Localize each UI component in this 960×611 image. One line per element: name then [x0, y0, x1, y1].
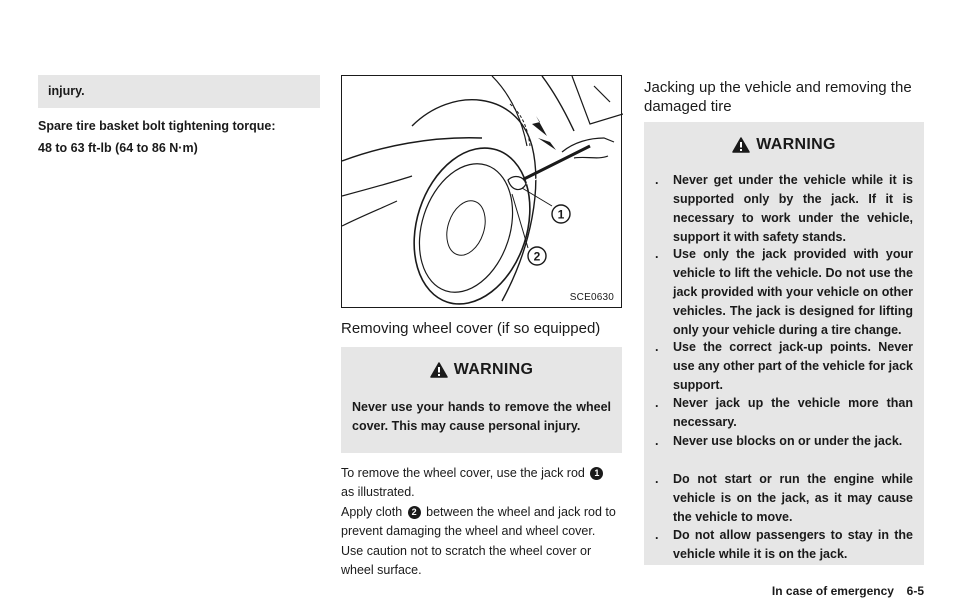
warning-bullet-text: Use the correct jack-up points. Never use any other part of the vehicle for jack support. [673, 340, 913, 392]
warning-bullet [655, 338, 913, 395]
paragraph-text: as illustrated. [341, 485, 415, 499]
paragraph-cloth [341, 503, 622, 541]
warning-bullet-text: Never get under the vehicle while it is supported only by the jack. If it is necessary to work under the vehicle, support it with safety stands. [673, 173, 913, 244]
warning-triangle-icon [732, 137, 750, 153]
bullet-marker: . [655, 472, 659, 486]
jacking-warning-box [644, 122, 924, 565]
warning-title: WARNING [453, 361, 534, 378]
torque-value: 48 to 63 ft-lb (64 to 86 N·m) [38, 141, 198, 155]
bullet-marker: . [655, 247, 659, 261]
callout-2-label: 2 [533, 249, 541, 264]
warning-bullet-text: Never use blocks on or under the jack. [673, 434, 903, 448]
warning-bullet-text: Use only the jack provided with your vehicle to lift the vehicle. Do not use the jack provided with your vehicle on other vehicles. The jack is designed for lifting only your vehicle during a tire change. [673, 247, 913, 337]
jacking-heading-line1: Jacking up the vehicle and removing the [644, 79, 912, 96]
jacking-heading-line2: damaged tire [644, 98, 732, 115]
footer-section-title: In case of emergency [771, 584, 894, 598]
paragraph-text: between the wheel and jack rod to prevent damaging the wheel and wheel cover. [341, 505, 616, 538]
callout-1-label: 1 [557, 207, 565, 222]
wheel-cover-heading: Removing wheel cover (if so equipped) [341, 320, 601, 337]
bullet-marker: . [655, 528, 659, 542]
warning-bullet [655, 245, 913, 340]
warning-title: WARNING [756, 136, 836, 153]
torque-label: Spare tire basket bolt tightening torque: [38, 119, 276, 133]
page-footer [772, 584, 924, 598]
bullet-marker: . [655, 173, 659, 187]
wheel-cover-warning-box [341, 347, 622, 453]
bullet-marker: . [655, 396, 659, 410]
warning-bullet-text: Do not start or run the engine while vehicle is on the jack, as it may cause the vehicle to move. [673, 472, 913, 524]
callout-ref-2: 2 [408, 506, 421, 519]
warning-bullet [655, 171, 913, 247]
warning-continuation-text: injury. [48, 84, 85, 98]
paragraph-caution: Use caution not to scratch the wheel cover or wheel surface. [341, 544, 592, 577]
warning-bullet-text: Never jack up the vehicle more than necessary. [673, 396, 913, 429]
warning-header [341, 361, 622, 379]
wheel-cover-warning-text: Never use your hands to remove the wheel cover. This may cause personal injury. [352, 400, 611, 433]
bullet-marker: . [655, 340, 659, 354]
warning-bullet-text: Do not allow passengers to stay in the vehicle while it is on the jack. [673, 528, 913, 561]
warning-bullet [655, 432, 913, 451]
wheel-illustration-drawing [342, 76, 623, 309]
callout-ref-1: 1 [590, 467, 603, 480]
wheel-cover-illustration [341, 75, 622, 308]
warning-continuation-box [38, 75, 320, 108]
figure-code: SCE0630 [569, 292, 614, 303]
page-number: 6-5 [906, 584, 924, 598]
paragraph-jack-rod [341, 464, 622, 502]
warning-header [644, 136, 924, 154]
warning-bullet [655, 526, 913, 564]
warning-triangle-icon [430, 362, 448, 378]
warning-bullet [655, 394, 913, 432]
bullet-marker: . [655, 434, 659, 448]
paragraph-text: To remove the wheel cover, use the jack rod [341, 466, 585, 480]
warning-bullet [655, 470, 913, 527]
paragraph-text: Apply cloth [341, 505, 403, 519]
